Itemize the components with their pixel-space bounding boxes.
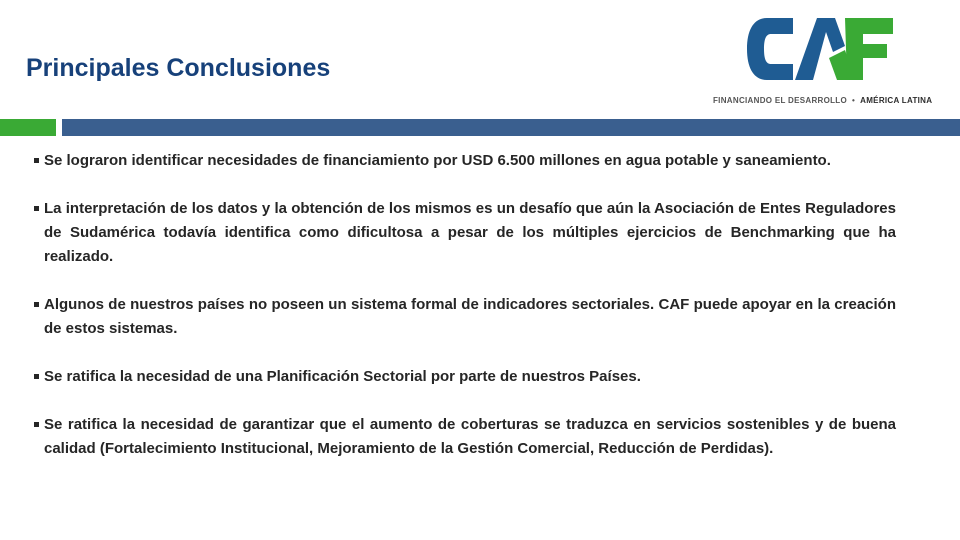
caf-logo-f	[845, 18, 893, 80]
conclusion-item-4	[34, 365, 896, 389]
header-bar-green	[0, 119, 56, 136]
tagline-left: FINANCIANDO EL DESARROLLO	[713, 96, 848, 105]
caf-logo-c	[747, 18, 793, 80]
conclusion-item-3	[34, 293, 896, 341]
tagline-right: AMÉRICA LATINA	[860, 96, 933, 105]
slide-title: Principales Conclusiones	[26, 54, 331, 82]
conclusion-text: Algunos de nuestros países no poseen un sistema formal de indicadores sectoriales. CAF puede apoyar en la creación de estos sistemas.	[44, 296, 896, 337]
conclusion-item-5	[34, 413, 896, 461]
square-bullet-icon	[34, 422, 39, 427]
conclusions-list	[34, 149, 896, 485]
conclusion-text: Se ratifica la necesidad de una Planificación Sectorial por parte de nuestros Países.	[44, 368, 641, 385]
logo-tagline	[713, 96, 932, 105]
header-bar-blue	[62, 119, 960, 136]
square-bullet-icon	[34, 302, 39, 307]
tagline-separator: •	[852, 96, 856, 105]
square-bullet-icon	[34, 206, 39, 211]
conclusion-item-2	[34, 197, 896, 269]
square-bullet-icon	[34, 158, 39, 163]
conclusion-text: Se ratifica la necesidad de garantizar que el aumento de coberturas se traduzca en servicios sostenibles y de buena calidad (Fortalecimiento Institucional, Mejoramiento de la Gestión Comercial, Reducción de Perdidas).	[44, 416, 896, 457]
conclusion-text: La interpretación de los datos y la obtención de los mismos es un desafío que aún la Asociación de Entes Reguladores de Sudamérica todavía identifica como dificultosa a pesar de los múltiples ejercicios de Benchmarking que ha realizado.	[44, 200, 896, 265]
conclusion-text: Se lograron identificar necesidades de financiamiento por USD 6.500 millones en agua potable y saneamiento.	[44, 152, 831, 169]
conclusion-item-1	[34, 149, 896, 173]
caf-logo	[745, 14, 895, 84]
square-bullet-icon	[34, 374, 39, 379]
